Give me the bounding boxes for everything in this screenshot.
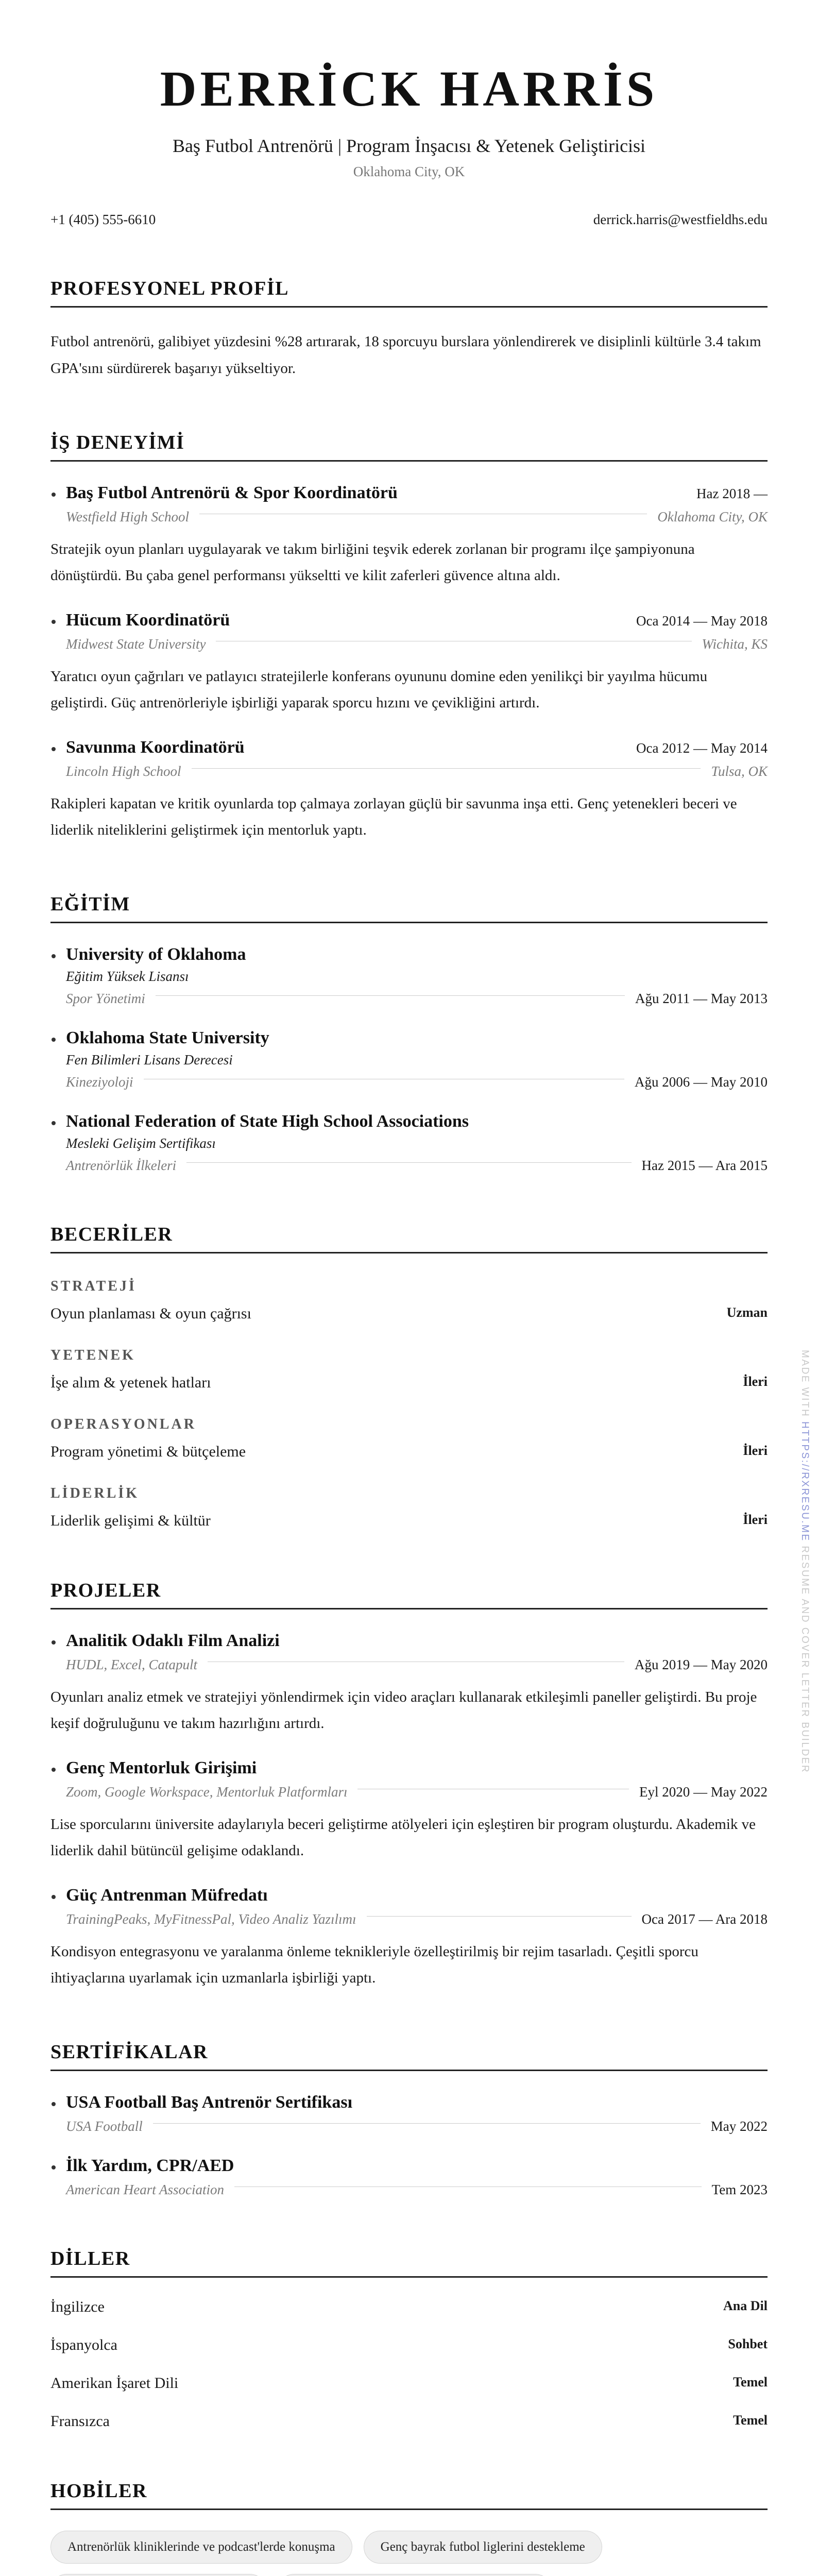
watermark-suffix: RESUME AND COVER LETTER BUILDER	[799, 1546, 810, 1774]
experience-date: Oca 2012 — May 2014	[636, 740, 768, 756]
project-desc: Lise sporcularını üniversite adaylarıyla beceri geliştirme atölyeleri için eşleştiren bir program oluşturdu. Akademik ve liderlik dahil bütüncül gelişime odaklandı.	[50, 1816, 756, 1859]
hobby-chip	[278, 2574, 552, 2576]
skill-name: Oyun planlaması & oyun çağrısı	[50, 1305, 251, 1322]
hobby-list	[50, 2531, 768, 2576]
project-desc: Kondisyon entegrasyonu ve yaralanma önleme teknikleriyle özelleştirilmiş bir rejim tasarladı. Çeşitli sporcu ihtiyaçlarına uyarlamak için uzmanlarla işbirliği yaptı.	[50, 1943, 698, 1986]
phone-link[interactable]: +1 (405) 555-6610	[50, 212, 156, 227]
experience-desc: Stratejik oyun planları uygulayarak ve takım birliğini teşvik ederek zorlanan bir programı ilçe şampiyonuna dönüştürdü. Bu çaba genel performansı yükseltti ve kilit zaferleri güvence altına aldı.	[50, 541, 695, 584]
education-degree: Mesleki Gelişim Sertifikası	[66, 1136, 216, 1151]
candidate-name: DERRİCK HARRİS	[160, 61, 658, 117]
certificate-entry	[50, 2156, 768, 2198]
experience-desc: Rakipleri kapatan ve kritik oyunlarda top çalmaya zorlayan güçlü bir savunma inşa etti. Genç yetenekleri beceri ve liderlik niteliklerini geliştirmek için mentorluk yaptı.	[50, 795, 737, 838]
education-entry	[50, 945, 768, 1007]
education-degree: Eğitim Yüksek Lisansı	[66, 969, 189, 984]
skill-category: OPERASYONLAR	[50, 1416, 196, 1432]
experience-entry	[50, 483, 768, 589]
location: Oklahoma City, OK	[353, 164, 465, 179]
skill-group	[50, 1278, 768, 1323]
hobby-chip: Antrenörlük kliniklerinde ve podcast'lerde konuşma	[50, 2531, 352, 2564]
hobby-chip	[50, 2574, 266, 2576]
language-level: Temel	[733, 2413, 768, 2428]
education-degree: Fen Bilimleri Lisans Derecesi	[66, 1052, 233, 1067]
experience-date: Haz 2018 —	[696, 486, 768, 501]
project-tools: Zoom, Google Workspace, Mentorluk Platformları	[66, 1784, 348, 1800]
section-title-certificates: SERTİFİKALAR	[50, 2041, 768, 2071]
skill-group	[50, 1347, 768, 1392]
education-entry	[50, 1028, 768, 1090]
experience-location: Tulsa, OK	[711, 764, 768, 779]
experience-date: Oca 2014 — May 2018	[636, 613, 768, 629]
leader-line	[153, 2123, 701, 2124]
experience-entry	[50, 738, 768, 843]
project-date: Oca 2017 — Ara 2018	[641, 1911, 768, 1927]
project-title: Genç Mentorluk Girişimi	[50, 1758, 257, 1778]
language-level: Ana Dil	[723, 2298, 768, 2313]
language-name: İngilizce	[50, 2298, 105, 2315]
education-school: University of Oklahoma	[50, 945, 246, 964]
leader-line	[192, 768, 701, 769]
experience-org: Westfield High School	[66, 509, 189, 524]
language-row	[50, 2336, 768, 2354]
project-entry	[50, 1631, 768, 1737]
language-name: Fransızca	[50, 2413, 110, 2430]
leader-line	[367, 1916, 632, 1917]
project-title: Analitik Odaklı Film Analizi	[50, 1631, 280, 1651]
education-entry	[50, 1112, 768, 1174]
experience-title: Baş Futbol Antrenörü & Spor Koordinatörü	[50, 483, 398, 503]
education-field: Spor Yönetimi	[66, 991, 145, 1006]
experience-title: Hücum Koordinatörü	[50, 611, 230, 630]
language-row	[50, 2413, 768, 2430]
project-tools: HUDL, Excel, Catapult	[66, 1657, 197, 1672]
section-title-hobbies: HOBİLER	[50, 2480, 768, 2510]
watermark-link[interactable]: HTTPS://RXRESU.ME	[799, 1421, 810, 1542]
certificate-title: İlk Yardım, CPR/AED	[50, 2156, 234, 2176]
skill-name: İşe alım & yetenek hatları	[50, 1374, 211, 1391]
language-name: İspanyolca	[50, 2336, 117, 2353]
certificate-date: May 2022	[710, 2119, 768, 2134]
certificate-date: Tem 2023	[711, 2182, 768, 2197]
section-title-skills: BECERİLER	[50, 1223, 768, 1253]
skill-category: LİDERLİK	[50, 1485, 140, 1501]
skill-category: YETENEK	[50, 1347, 135, 1363]
language-level: Temel	[733, 2375, 768, 2389]
project-desc: Oyunları analiz etmek ve stratejiyi yönlendirmek için video araçları kullanarak etkileşimli paneller geliştirdi. Bu proje keşif doğruluğunu ve takım hazırlığını artırdı.	[50, 1689, 757, 1732]
education-date: Ağu 2011 — May 2013	[635, 991, 768, 1006]
resume-page	[50, 0, 768, 2576]
contact-row	[50, 212, 768, 228]
email-link[interactable]: derrick.harris@westfieldhs.edu	[593, 212, 768, 227]
language-level: Sohbet	[728, 2336, 768, 2351]
certificate-title: USA Football Baş Antrenör Sertifikası	[50, 2093, 352, 2112]
headline: Baş Futbol Antrenörü | Program İnşacısı & Yetenek Geliştiricisi	[172, 135, 646, 156]
experience-location: Oklahoma City, OK	[657, 509, 768, 524]
builder-watermark	[799, 1350, 812, 1774]
leader-line	[156, 995, 625, 996]
section-title-experience: İŞ DENEYİMİ	[50, 431, 768, 462]
experience-location: Wichita, KS	[702, 636, 768, 652]
skill-level: İleri	[743, 1374, 768, 1389]
project-entry	[50, 1886, 768, 1991]
watermark-prefix: MADE WITH	[799, 1350, 810, 1418]
education-school: National Federation of State High School Associations	[50, 1112, 469, 1131]
skill-level: Uzman	[726, 1305, 768, 1320]
experience-org: Lincoln High School	[66, 764, 181, 779]
skill-group	[50, 1485, 768, 1530]
education-school: Oklahoma State University	[50, 1028, 269, 1048]
certificate-entry	[50, 2093, 768, 2134]
experience-title: Savunma Koordinatörü	[50, 738, 245, 757]
section-title-education: EĞİTİM	[50, 893, 768, 923]
hobby-chip: Genç bayrak futbol liglerini destekleme	[364, 2531, 602, 2564]
education-date: Haz 2015 — Ara 2015	[641, 1158, 768, 1173]
profile-summary: Futbol antrenörü, galibiyet yüzdesini %28 artırarak, 18 sporcuyu burslara yönlendirerek ve disiplinli kültürle 3.4 takım GPA'sını sürdürerek başarıyı yükseltiyor.	[50, 333, 761, 377]
project-tools: TrainingPeaks, MyFitnessPal, Video Analiz Yazılımı	[66, 1911, 356, 1927]
section-title-profile: PROFESYONEL PROFİL	[50, 277, 768, 308]
experience-org: Midwest State University	[66, 636, 206, 652]
skill-group	[50, 1416, 768, 1461]
project-title: Güç Antrenman Müfredatı	[50, 1886, 268, 1905]
language-name: Amerikan İşaret Dili	[50, 2375, 179, 2392]
skill-level: İleri	[743, 1443, 768, 1458]
experience-desc: Yaratıcı oyun çağrıları ve patlayıcı stratejilerle konferans oyununu domine eden yenilikçi bir yayılma hücumu geliştirdi. Güç antrenörleriyle işbirliği yaparak sporcu hızını ve çevikliğini artırdı.	[50, 668, 708, 711]
skill-name: Liderlik gelişimi & kültür	[50, 1512, 211, 1529]
certificate-issuer: American Heart Association	[66, 2182, 224, 2197]
project-date: Eyl 2020 — May 2022	[639, 1784, 768, 1800]
project-entry	[50, 1758, 768, 1864]
education-field: Antrenörlük İlkeleri	[66, 1158, 177, 1173]
leader-line	[186, 1162, 631, 1163]
experience-entry	[50, 611, 768, 716]
skill-category: STRATEJİ	[50, 1278, 137, 1294]
certificate-issuer: USA Football	[66, 2119, 143, 2134]
section-title-languages: DİLLER	[50, 2247, 768, 2278]
skill-name: Program yönetimi & bütçeleme	[50, 1443, 246, 1460]
language-row	[50, 2298, 768, 2316]
section-title-projects: PROJELER	[50, 1579, 768, 1609]
skill-level: İleri	[743, 1512, 768, 1527]
language-row	[50, 2375, 768, 2392]
education-date: Ağu 2006 — May 2010	[635, 1074, 768, 1090]
project-date: Ağu 2019 — May 2020	[635, 1657, 768, 1672]
education-field: Kineziyoloji	[66, 1074, 133, 1090]
